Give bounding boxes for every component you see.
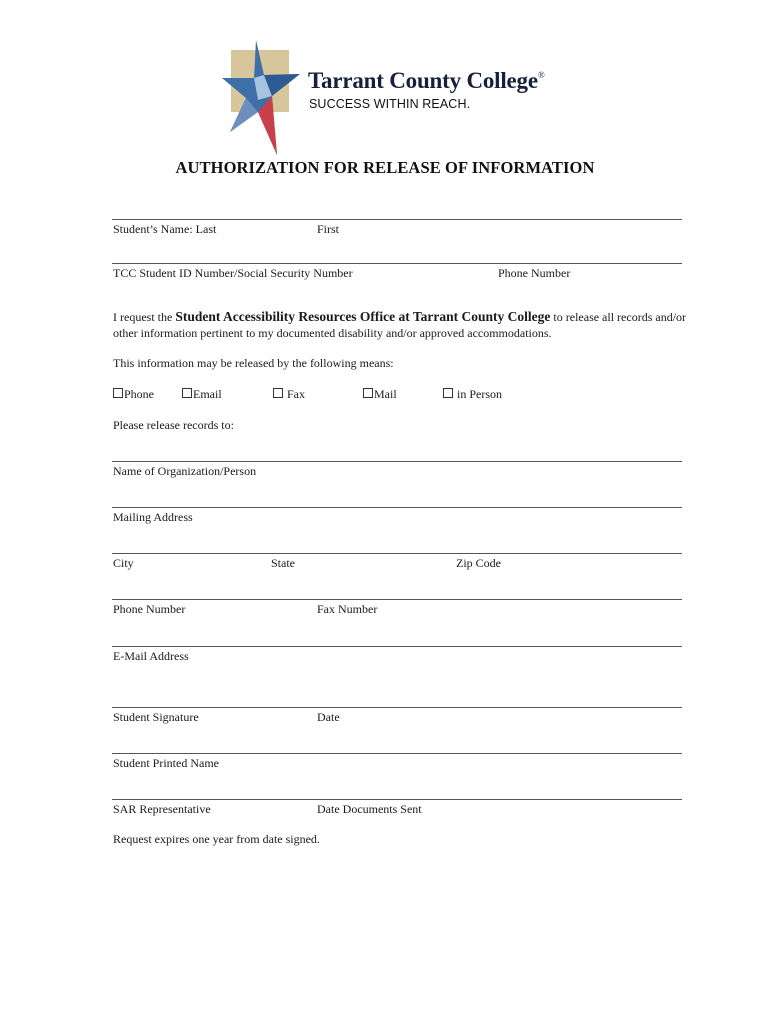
release-to-label: Please release records to: xyxy=(113,418,234,432)
sar-representative-label: SAR Representative xyxy=(113,802,211,816)
means-email-option[interactable]: Email xyxy=(182,387,222,402)
college-logo xyxy=(222,40,562,155)
student-last-name-label: Student’s Name: Last xyxy=(113,222,217,236)
email-field[interactable] xyxy=(112,646,682,647)
phone-fax-field[interactable] xyxy=(112,599,682,600)
divider xyxy=(112,219,682,220)
date-label: Date xyxy=(317,710,340,724)
checkbox[interactable] xyxy=(182,388,192,398)
college-name: Tarrant County College® xyxy=(308,68,545,93)
city-label: City xyxy=(113,556,134,570)
phone-number-label: Phone Number xyxy=(113,602,186,616)
request-paragraph: I request the Student Accessibility Resources Office at Tarrant County College to release all records and/or other information pertinent to my documented disability and/or approved accommodations. xyxy=(113,309,687,340)
organization-field[interactable] xyxy=(112,461,682,462)
means-in-person-option[interactable]: in Person xyxy=(443,387,502,402)
means-phone-option[interactable]: Phone xyxy=(113,387,154,402)
expiration-note: Request expires one year from date signed. xyxy=(113,832,320,846)
checkbox[interactable] xyxy=(443,388,453,398)
form-title: AUTHORIZATION FOR RELEASE OF INFORMATION xyxy=(175,158,595,177)
checkbox[interactable] xyxy=(113,388,123,398)
printed-name-field[interactable] xyxy=(112,753,682,754)
organization-label: Name of Organization/Person xyxy=(113,464,257,478)
means-fax-option[interactable]: Fax xyxy=(273,387,305,402)
divider xyxy=(112,263,682,264)
email-label: E-Mail Address xyxy=(113,649,189,663)
state-label: State xyxy=(271,556,295,570)
fax-number-label: Fax Number xyxy=(317,602,378,616)
means-intro: This information may be released by the following means: xyxy=(113,356,394,370)
city-state-zip-field[interactable] xyxy=(112,553,682,554)
college-tagline: SUCCESS WITHIN REACH. xyxy=(309,97,471,111)
means-mail-option[interactable]: Mail xyxy=(363,387,397,402)
star-logo-icon xyxy=(222,40,312,155)
student-signature-label: Student Signature xyxy=(113,710,199,724)
signature-field[interactable] xyxy=(112,707,682,708)
zip-code-label: Zip Code xyxy=(456,556,501,570)
date-documents-sent-label: Date Documents Sent xyxy=(317,802,422,816)
checkbox[interactable] xyxy=(363,388,373,398)
student-phone-label: Phone Number xyxy=(498,266,571,280)
student-first-name-label: First xyxy=(317,222,340,236)
printed-name-label: Student Printed Name xyxy=(113,756,219,770)
checkbox[interactable] xyxy=(273,388,283,398)
student-id-label: TCC Student ID Number/Social Security Number xyxy=(113,266,353,280)
mailing-address-label: Mailing Address xyxy=(113,510,193,524)
mailing-address-field[interactable] xyxy=(112,507,682,508)
sar-representative-field[interactable] xyxy=(112,799,682,800)
